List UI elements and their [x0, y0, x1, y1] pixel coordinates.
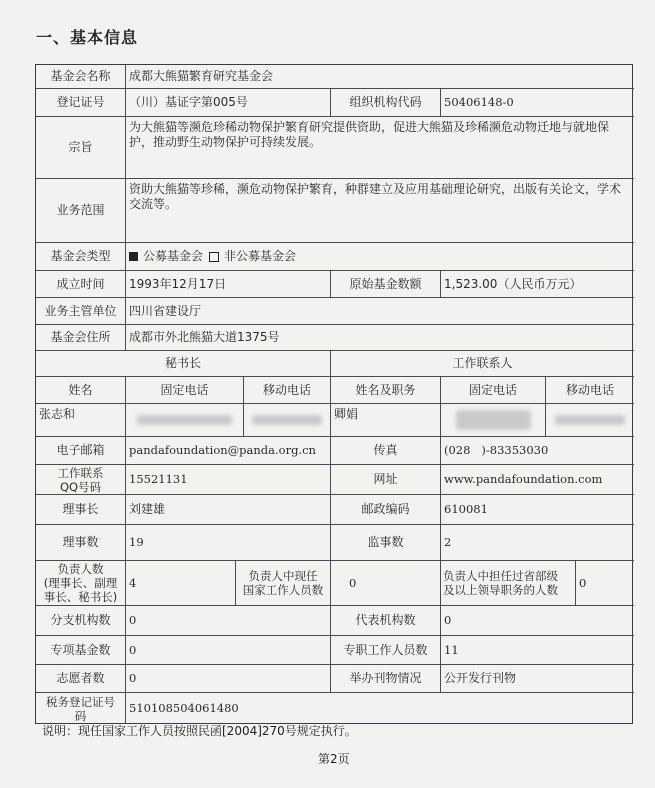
footnote: 说明：现任国家工作人员按照民函[2004]270号规定执行。: [42, 724, 357, 738]
label-org-code: 组织机构代码: [331, 89, 441, 117]
label-fulltime-staff-count: 专职工作人员数: [331, 636, 441, 665]
page-number: 第2页: [318, 752, 350, 766]
value-special-funds-count: 0: [126, 636, 331, 665]
label-gov-staff-line2: 国家工作人员数: [242, 583, 324, 597]
value-secretary-fixed-phone-redacted: [126, 404, 244, 437]
value-leaders-count: 4: [126, 561, 236, 606]
value-directors-count: 19: [126, 525, 331, 561]
col-header-contact-fixed-phone: 固定电话: [441, 377, 546, 404]
checkbox-public-checked-icon[interactable]: [129, 252, 138, 261]
label-leaders-line2: (理事长、副理: [43, 576, 118, 590]
label-tax-line1: 税务登记证号: [46, 694, 115, 709]
label-website: 网址: [331, 465, 441, 495]
label-directors-count: 理事数: [36, 525, 126, 561]
value-secretary-mobile-redacted: [244, 404, 331, 437]
value-rep-offices-count: 0: [441, 606, 634, 636]
value-purpose: 为大熊猫等濒危珍稀动物保护繁育研究提供资助，促进大熊猫及珍稀濒危动物迁地与就地保护，推动野生动物保护可持续发展。: [126, 117, 634, 179]
label-publications: 举办刊物情况: [331, 665, 441, 693]
label-postcode: 邮政编码: [331, 495, 441, 525]
label-foundation-name: 基金会名称: [36, 65, 126, 89]
label-rep-offices-count: 代表机构数: [331, 606, 441, 636]
value-volunteers-count: 0: [126, 665, 331, 693]
value-initial-fund: 1,523.00（人民币万元）: [441, 271, 634, 298]
value-contact-fixed-phone-redacted: [441, 404, 546, 437]
value-chairman: 刘建雄: [126, 495, 331, 525]
value-contact-mobile-redacted: [546, 404, 634, 437]
value-org-code: 50406148-0: [441, 89, 634, 117]
label-special-funds-count: 专项基金数: [36, 636, 126, 665]
label-branches-count: 分支机构数: [36, 606, 126, 636]
header-secretary-general: 秘书长: [36, 351, 331, 377]
value-tax-registration: 510108504061480: [129, 701, 239, 715]
value-founded-date: 1993年12月17日: [126, 271, 331, 298]
value-fulltime-staff-count: 11: [441, 636, 634, 665]
option-public-label: 公募基金会: [143, 249, 204, 263]
section-title: 一、基本信息: [36, 28, 139, 47]
label-former-officials-line2: 及以上领导职务的人数: [443, 583, 558, 597]
label-leaders-line3: 事长、秘书长): [43, 590, 118, 604]
header-work-contact: 工作联系人: [331, 351, 634, 377]
col-header-name: 姓名: [36, 377, 126, 404]
value-supervising-authority: 四川省建设厅: [126, 298, 634, 325]
label-chairman: 理事长: [36, 495, 126, 525]
value-fax: (028 )-83353030: [441, 437, 634, 465]
label-foundation-type: 基金会类型: [36, 243, 126, 271]
checkbox-nonpublic-unchecked-icon[interactable]: [209, 252, 219, 262]
value-address: 成都市外北熊猫大道1375号: [126, 325, 634, 351]
label-supervising-authority: 业务主管单位: [36, 298, 126, 325]
col-header-secretary-mobile: 移动电话: [244, 377, 331, 404]
label-qq: [36, 465, 126, 495]
label-initial-fund: 原始基金数额: [331, 271, 441, 298]
option-nonpublic-label: 非公募基金会: [224, 249, 297, 263]
label-leaders-count: [36, 561, 126, 606]
label-gov-staff-count: [236, 561, 331, 606]
label-purpose: 宗旨: [36, 117, 126, 179]
value-supervisors-count: 2: [441, 525, 634, 561]
value-publications: 公开发行刊物: [441, 665, 634, 693]
value-registration-no: （川）基证字第005号: [126, 89, 331, 117]
label-registration-no: 登记证号: [36, 89, 126, 117]
value-qq: 15521131: [126, 465, 331, 495]
label-tax-registration: [36, 693, 126, 724]
col-header-secretary-fixed-phone: 固定电话: [126, 377, 244, 404]
label-volunteers-count: 志愿者数: [36, 665, 126, 693]
label-former-officials-count: [441, 561, 576, 606]
label-founded-date: 成立时间: [36, 271, 126, 298]
col-header-contact-name-title: 姓名及职务: [331, 377, 441, 404]
label-former-officials-line1: 负责人中担任过省部级: [443, 569, 558, 583]
label-leaders-line1: 负责人数: [57, 562, 104, 576]
value-business-scope: 资助大熊猫等珍稀，濒危动物保护繁育，种群建立及应用基础理论研究，出版有关论文，学术交流等。: [126, 179, 634, 243]
value-foundation-name: 成都大熊猫繁育研究基金会: [126, 65, 634, 89]
label-qq-line1: 工作联系: [57, 465, 104, 480]
label-tax-line2: 码: [74, 708, 87, 723]
value-contact-name: 卿娟: [331, 404, 441, 437]
value-branches-count: 0: [126, 606, 331, 636]
label-qq-line2: QQ号码: [59, 479, 102, 494]
value-website: www.pandafoundation.com: [441, 465, 634, 495]
value-former-officials-count: 0: [576, 561, 634, 606]
basic-info-table: [35, 64, 633, 724]
col-header-contact-mobile: 移动电话: [546, 377, 634, 404]
label-address: 基金会住所: [36, 325, 126, 351]
label-supervisors-count: 监事数: [331, 525, 441, 561]
value-email: pandafoundation@panda.org.cn: [126, 437, 331, 465]
value-gov-staff-count: 0: [331, 561, 441, 606]
label-email: 电子邮箱: [36, 437, 126, 465]
foundation-type-options: [126, 243, 634, 271]
value-postcode: 610081: [441, 495, 634, 525]
label-gov-staff-line1: 负责人中现任: [248, 569, 318, 583]
label-business-scope: 业务范围: [36, 179, 126, 243]
label-fax: 传真: [331, 437, 441, 465]
value-secretary-name: 张志和: [36, 404, 126, 437]
